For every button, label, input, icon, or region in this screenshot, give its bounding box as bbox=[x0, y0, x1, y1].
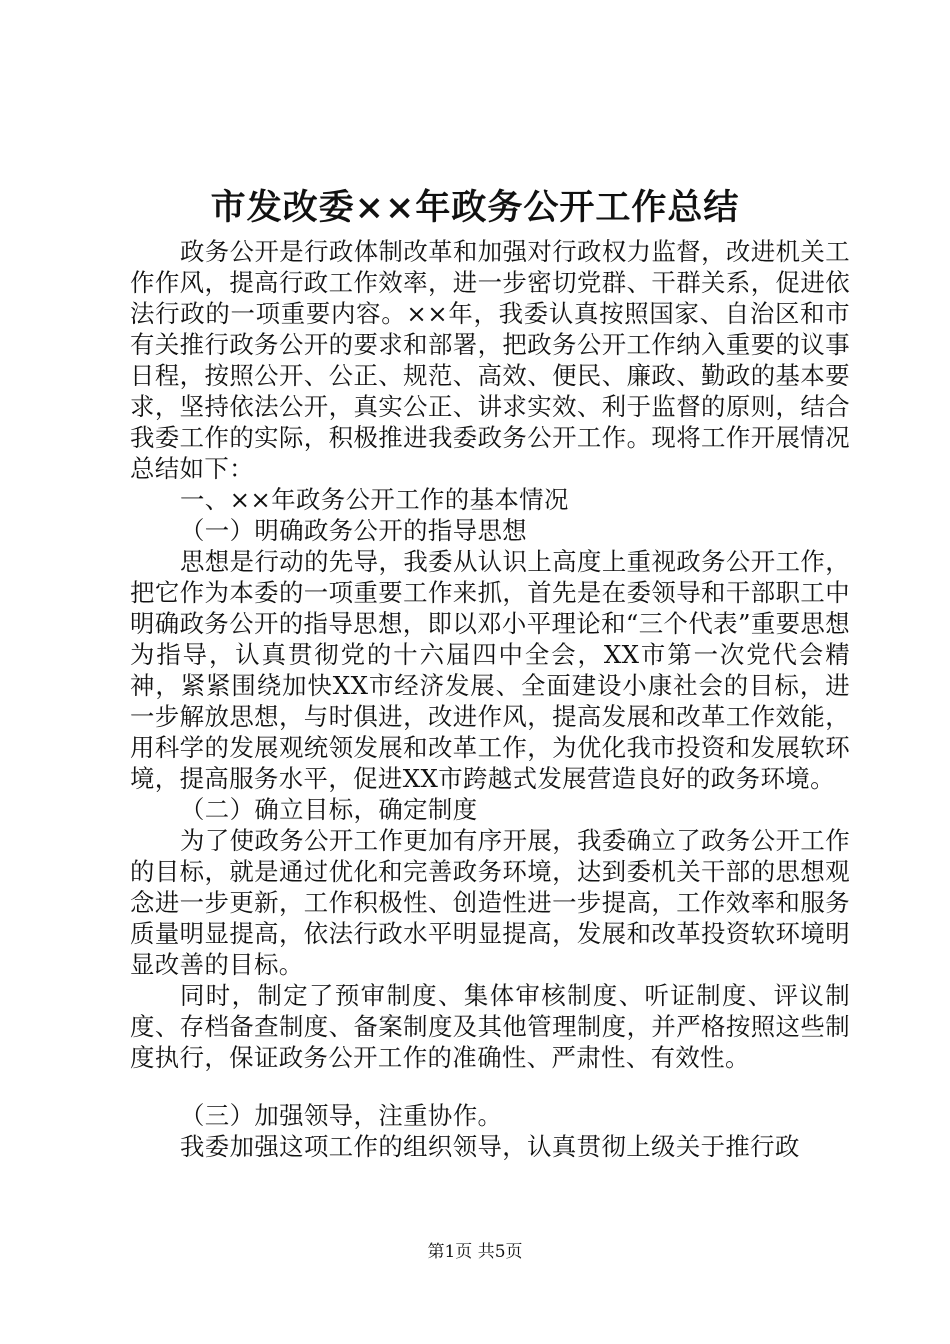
subsection-heading-2: （二）确立目标，确定制度 bbox=[180, 795, 478, 824]
subsection-heading-1: （一）明确政务公开的指导思想 bbox=[180, 516, 528, 545]
document-body bbox=[130, 236, 850, 1162]
subsection-heading-3: （三）加强领导，注重协作。 bbox=[180, 1101, 503, 1130]
page-footer: 第1页 共5页 bbox=[427, 1242, 523, 1262]
paragraph-goals: 为了使政务公开工作更加有序开展，我委确立了政务公开工作的目标，就是通过优化和完善政务环境，达到委机关干部的思想观念进一步更新，工作积极性、创造性进一步提高，工作效率和服务质量明显提高，依法行政水平明显提高，发展和改革投资软环境明显改善的目标。 bbox=[130, 826, 850, 979]
section-heading-1: 一、××年政务公开工作的基本情况 bbox=[180, 485, 569, 514]
paragraph-intro: 政务公开是行政体制改革和加强对行政权力监督，改进机关工作作风，提高行政工作效率，进一步密切党群、干群关系，促进依法行政的一项重要内容。××年，我委认真按照国家、自治区和市有关推行政务公开的要求和部署，把政务公开工作纳入重要的议事日程，按照公开、公正、规范、高效、便民、廉政、勤政的基本要求，坚持依法公开，真实公正、讲求实效、利于监督的原则，结合我委工作的实际，积极推进我委政务公开工作。现将工作开展情况总结如下： bbox=[130, 237, 850, 483]
document-title: 市发改委××年政务公开工作总结 bbox=[210, 187, 740, 228]
paragraph-spacer bbox=[130, 1073, 850, 1100]
paragraph-systems: 同时，制定了预审制度、集体审核制度、听证制度、评议制度、存档备查制度、备案制度及其他管理制度，并严格按照这些制度执行，保证政务公开工作的准确性、严肃性、有效性。 bbox=[130, 981, 850, 1072]
paragraph-leadership: 我委加强这项工作的组织领导，认真贯彻上级关于推行政 bbox=[180, 1132, 800, 1161]
paragraph-guiding-thought: 思想是行动的先导，我委从认识上高度上重视政务公开工作，把它作为本委的一项重要工作来抓，首先是在委领导和干部职工中明确政务公开的指导思想，即以邓小平理论和“三个代表”重要思想为指导，认真贯彻党的十六届四中全会，XX市第一次党代会精神，紧紧围绕加快XX市经济发展、全面建设小康社会的目标，进一步解放思想，与时俱进，改进作风，提高发展和改革工作效能，用科学的发展观统领发展和改革工作，为优化我市投资和发展软环境，提高服务水平，促进XX市跨越式发展营造良好的政务环境。 bbox=[130, 547, 850, 793]
